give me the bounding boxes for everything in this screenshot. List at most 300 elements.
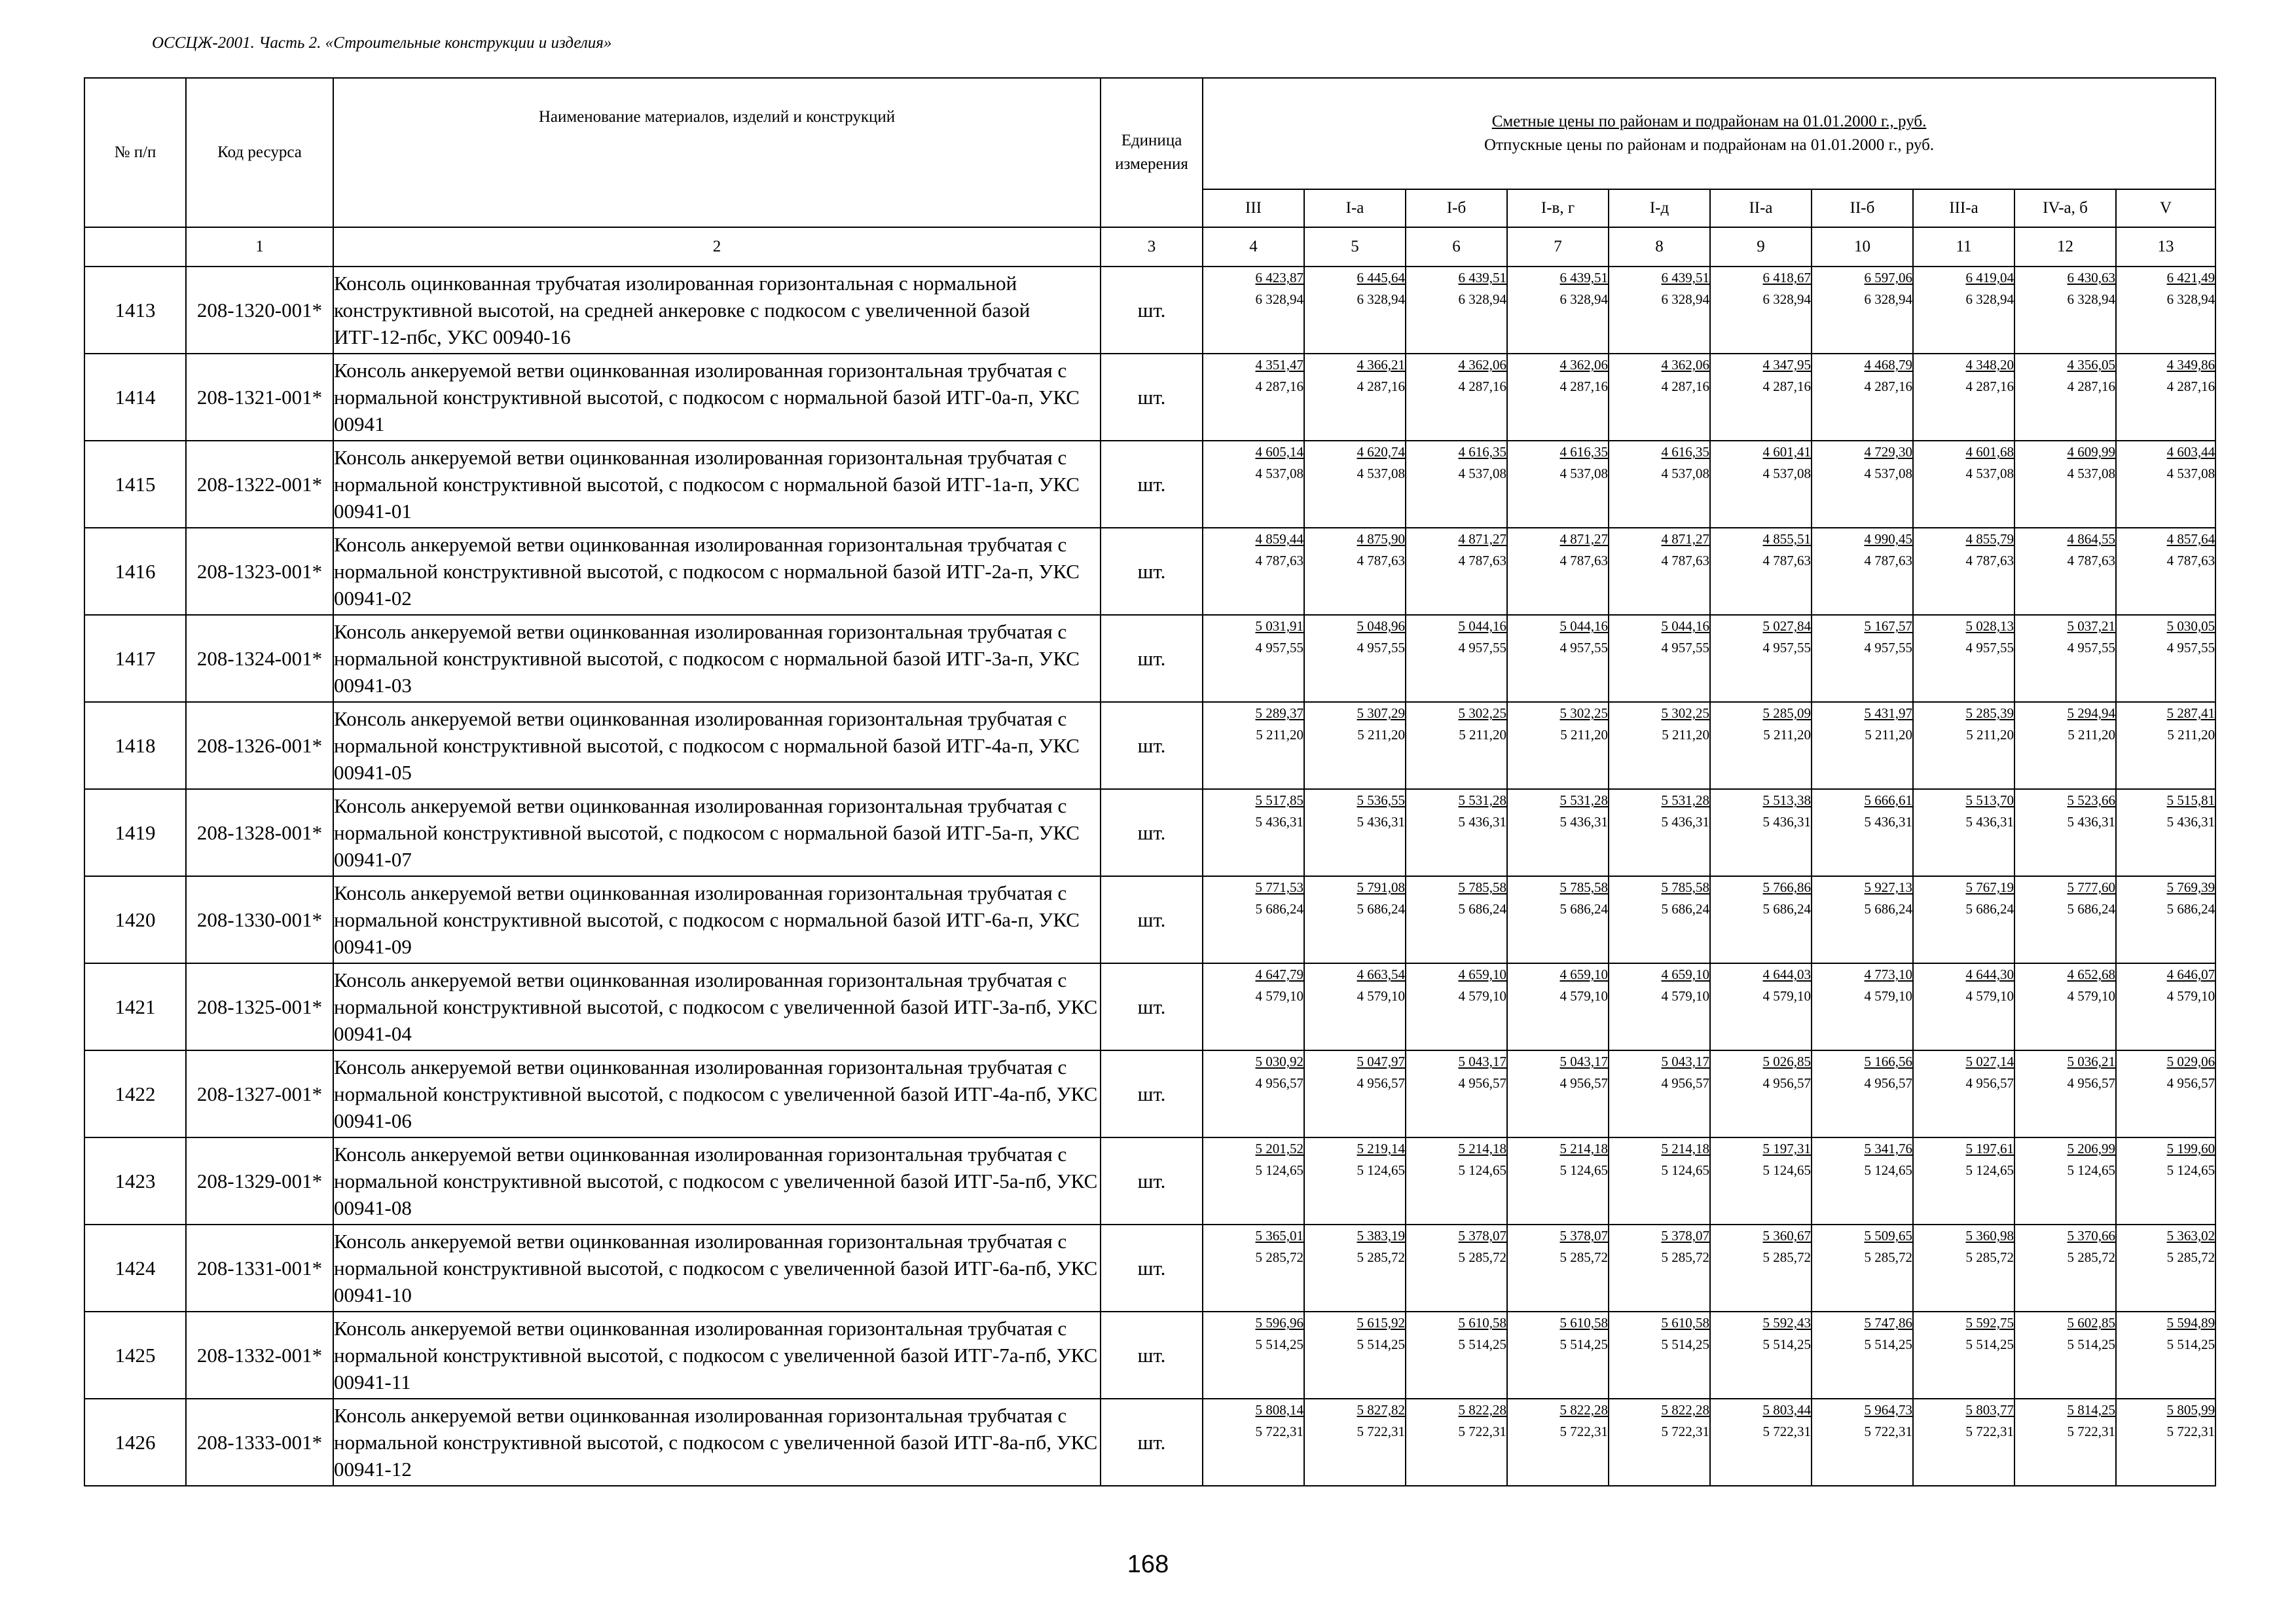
price-cell [1304, 1137, 1406, 1225]
release-price: 5 285,72 [1661, 1249, 1709, 1265]
column-number: 3 [1101, 227, 1203, 267]
row-number: 1416 [84, 528, 186, 615]
resource-code: 208-1330-001* [186, 876, 333, 963]
release-price: 5 285,72 [1255, 1249, 1303, 1265]
estimated-price: 5 026,85 [1762, 1054, 1811, 1069]
estimated-price: 5 285,39 [1965, 705, 2014, 721]
estimated-price: 4 603,44 [2166, 444, 2215, 460]
release-price: 4 956,57 [1965, 1075, 2014, 1091]
price-cell [1609, 1399, 1710, 1486]
release-price: 4 787,63 [1458, 553, 1506, 568]
price-cell [1609, 354, 1710, 441]
release-price: 5 722,31 [1357, 1424, 1405, 1439]
estimated-price: 5 927,13 [1864, 879, 1912, 895]
estimated-price: 5 370,66 [2067, 1228, 2115, 1244]
estimated-price: 4 663,54 [1357, 967, 1405, 982]
estimated-price: 5 513,70 [1965, 792, 2014, 808]
release-price: 5 686,24 [1357, 901, 1405, 917]
price-cell [1203, 528, 1304, 615]
material-name: Консоль анкеруемой ветви оцинкованная изолированная горизонтальная трубчатая с нормальной конструктивной высотой, с подкосом с увеличенной базой ИТГ-5а-пб, УКС 00941-08 [333, 1137, 1101, 1225]
price-table [84, 77, 2216, 1486]
estimated-price: 5 294,94 [2067, 705, 2115, 721]
column-number: 5 [1304, 227, 1406, 267]
resource-code: 208-1324-001* [186, 615, 333, 702]
unit-of-measure: шт. [1101, 267, 1203, 354]
release-price: 4 537,08 [1864, 466, 1912, 481]
estimated-price: 5 289,37 [1255, 705, 1303, 721]
release-price: 5 285,72 [1762, 1249, 1811, 1265]
estimated-price: 4 362,06 [1458, 357, 1506, 373]
price-cell [2116, 528, 2215, 615]
price-cell [2116, 789, 2215, 876]
price-cell [1710, 1312, 1812, 1399]
release-price: 4 956,57 [2067, 1075, 2115, 1091]
price-cell [1913, 1399, 2014, 1486]
release-price: 5 436,31 [1255, 814, 1303, 830]
release-price: 4 537,08 [1762, 466, 1811, 481]
price-cell [2014, 1399, 2116, 1486]
price-cell [1710, 441, 1812, 528]
release-price: 4 537,08 [1559, 466, 1608, 481]
release-price: 4 956,57 [1559, 1075, 1608, 1091]
price-cell [2014, 876, 2116, 963]
estimated-price: 4 356,05 [2067, 357, 2115, 373]
resource-code: 208-1321-001* [186, 354, 333, 441]
release-price: 4 956,57 [2166, 1075, 2215, 1091]
estimated-price: 4 729,30 [1864, 444, 1912, 460]
estimated-price: 5 602,85 [2067, 1315, 2115, 1331]
price-cell [1406, 702, 1507, 789]
estimated-price: 5 043,17 [1661, 1054, 1709, 1069]
price-cell [1507, 1399, 1609, 1486]
release-price: 6 328,94 [1965, 291, 2014, 307]
row-number: 1423 [84, 1137, 186, 1225]
release-price: 5 514,25 [1661, 1337, 1709, 1352]
release-price: 4 287,16 [1559, 378, 1608, 394]
price-cell [1913, 876, 2014, 963]
release-price: 5 124,65 [1762, 1162, 1811, 1178]
estimated-price: 6 597,06 [1864, 270, 1912, 286]
estimated-price: 5 365,01 [1255, 1228, 1303, 1244]
price-cell [1406, 1137, 1507, 1225]
estimated-price: 5 166,56 [1864, 1054, 1912, 1069]
header-prices [1203, 78, 2215, 189]
header-code: Код ресурса [186, 78, 333, 227]
price-cell [1203, 702, 1304, 789]
release-price: 4 956,57 [1762, 1075, 1811, 1091]
material-name: Консоль анкеруемой ветви оцинкованная изолированная горизонтальная трубчатая с нормальной конструктивной высотой, с подкосом с нормальной базой ИТГ-3а-п, УКС 00941-03 [333, 615, 1101, 702]
release-price: 5 124,65 [1965, 1162, 2014, 1178]
release-price: 5 285,72 [1458, 1249, 1506, 1265]
price-cell [1609, 789, 1710, 876]
price-cell [1406, 1050, 1507, 1137]
estimated-price: 5 531,28 [1661, 792, 1709, 808]
estimated-price: 4 609,99 [2067, 444, 2115, 460]
estimated-price: 6 439,51 [1661, 270, 1709, 286]
release-price: 4 579,10 [1965, 988, 2014, 1004]
estimated-price: 5 341,76 [1864, 1141, 1912, 1156]
estimated-price: 4 859,44 [1255, 531, 1303, 547]
release-price: 6 328,94 [2067, 291, 2115, 307]
release-price: 5 124,65 [1458, 1162, 1506, 1178]
release-price: 4 957,55 [1255, 640, 1303, 655]
price-cell [1710, 528, 1812, 615]
estimated-price: 5 206,99 [2067, 1141, 2115, 1156]
resource-code: 208-1329-001* [186, 1137, 333, 1225]
release-price: 5 436,31 [1864, 814, 1912, 830]
estimated-price: 5 594,89 [2166, 1315, 2215, 1331]
estimated-price: 5 036,21 [2067, 1054, 2115, 1069]
estimated-price: 4 616,35 [1661, 444, 1709, 460]
price-cell [1812, 876, 1913, 963]
price-cell [1406, 789, 1507, 876]
price-cell [1304, 702, 1406, 789]
release-price: 4 787,63 [1864, 553, 1912, 568]
price-cell [1913, 702, 2014, 789]
column-number: 4 [1203, 227, 1304, 267]
release-price: 4 579,10 [1559, 988, 1608, 1004]
release-price: 4 956,57 [1661, 1075, 1709, 1091]
price-cell [1812, 1137, 1913, 1225]
estimated-price: 5 378,07 [1559, 1228, 1608, 1244]
release-price: 4 287,16 [2067, 378, 2115, 394]
price-cell [1812, 1050, 1913, 1137]
column-number-row [84, 227, 2215, 267]
release-price: 5 211,20 [1459, 727, 1506, 743]
release-price: 5 285,72 [1864, 1249, 1912, 1265]
material-name: Консоль анкеруемой ветви оцинкованная изолированная горизонтальная трубчатая с нормальной конструктивной высотой, с подкосом с нормальной базой ИТГ-2а-п, УКС 00941-02 [333, 528, 1101, 615]
column-number-blank [84, 227, 186, 267]
release-price: 6 328,94 [1762, 291, 1811, 307]
table-row [84, 1050, 2215, 1137]
estimated-price: 4 349,86 [2166, 357, 2215, 373]
estimated-price: 6 423,87 [1255, 270, 1303, 286]
release-price: 4 787,63 [1661, 553, 1709, 568]
release-price: 5 514,25 [1458, 1337, 1506, 1352]
release-price: 5 124,65 [2067, 1162, 2115, 1178]
release-price: 4 537,08 [2067, 466, 2115, 481]
estimated-price: 5 044,16 [1661, 618, 1709, 634]
price-cell [1507, 267, 1609, 354]
price-cell [2014, 702, 2116, 789]
estimated-price: 4 855,79 [1965, 531, 2014, 547]
release-price: 5 722,31 [2166, 1424, 2215, 1439]
price-cell [1203, 876, 1304, 963]
price-cell [1507, 1312, 1609, 1399]
release-price: 4 579,10 [1458, 988, 1506, 1004]
price-cell [1304, 963, 1406, 1050]
estimated-price: 5 383,19 [1357, 1228, 1405, 1244]
material-name: Консоль оцинкованная трубчатая изолированная горизонтальная с нормальной конструктивной высотой, на средней анкеровке с подкосом с увеличенной базой ИТГ-12-пбс, УКС 00940-16 [333, 267, 1101, 354]
price-cell [2116, 441, 2215, 528]
price-cell [1203, 615, 1304, 702]
estimated-price: 6 419,04 [1965, 270, 2014, 286]
price-cell [1913, 1225, 2014, 1312]
price-cell [1507, 702, 1609, 789]
release-price: 4 579,10 [1661, 988, 1709, 1004]
release-price: 4 537,08 [2166, 466, 2215, 481]
resource-code: 208-1323-001* [186, 528, 333, 615]
column-number: 11 [1913, 227, 2014, 267]
release-price: 5 686,24 [1965, 901, 2014, 917]
region-header: I-б [1406, 189, 1507, 227]
estimated-price: 5 596,96 [1255, 1315, 1303, 1331]
price-cell [1203, 267, 1304, 354]
release-price: 5 436,31 [1965, 814, 2014, 830]
estimated-price: 5 043,17 [1458, 1054, 1506, 1069]
estimated-price: 4 855,51 [1762, 531, 1811, 547]
estimated-price: 5 777,60 [2067, 879, 2115, 895]
table-row [84, 267, 2215, 354]
estimated-price: 5 027,14 [1965, 1054, 2014, 1069]
header-estimated-prices: Сметные цены по районам и подрайонам на 01.01.2000 г., руб. [1491, 113, 1927, 130]
release-price: 4 537,08 [1965, 466, 2014, 481]
column-number: 1 [186, 227, 333, 267]
estimated-price: 5 028,13 [1965, 618, 2014, 634]
price-cell [1304, 789, 1406, 876]
price-cell [1609, 702, 1710, 789]
estimated-price: 6 418,67 [1762, 270, 1811, 286]
price-cell [1812, 615, 1913, 702]
price-cell [1406, 1399, 1507, 1486]
estimated-price: 5 666,61 [1864, 792, 1912, 808]
table-row [84, 789, 2215, 876]
price-cell [1710, 615, 1812, 702]
estimated-price: 4 652,68 [2067, 967, 2115, 982]
price-cell [1710, 963, 1812, 1050]
release-price: 5 211,20 [2068, 727, 2115, 743]
estimated-price: 5 509,65 [1864, 1228, 1912, 1244]
estimated-price: 6 430,63 [2067, 270, 2115, 286]
release-price: 6 328,94 [1458, 291, 1506, 307]
estimated-price: 4 605,14 [1255, 444, 1303, 460]
release-price: 4 537,08 [1661, 466, 1709, 481]
price-cell [1507, 1225, 1609, 1312]
column-number: 9 [1710, 227, 1812, 267]
estimated-price: 5 814,25 [2067, 1402, 2115, 1418]
release-price: 5 124,65 [1661, 1162, 1709, 1178]
release-price: 4 287,16 [1661, 378, 1709, 394]
estimated-price: 4 864,55 [2067, 531, 2115, 547]
release-price: 5 211,20 [1865, 727, 1912, 743]
estimated-price: 4 871,27 [1559, 531, 1608, 547]
page-number: 168 [1127, 1551, 1169, 1578]
price-cell [1304, 1050, 1406, 1137]
column-number: 8 [1609, 227, 1710, 267]
release-price: 5 211,20 [1662, 727, 1709, 743]
release-price: 5 436,31 [2067, 814, 2115, 830]
estimated-price: 5 214,18 [1559, 1141, 1608, 1156]
price-cell [1406, 354, 1507, 441]
price-cell [2014, 789, 2116, 876]
release-price: 5 686,24 [1559, 901, 1608, 917]
header-name: Наименование материалов, изделий и конструкций [333, 78, 1101, 227]
material-name: Консоль анкеруемой ветви оцинкованная изолированная горизонтальная трубчатая с нормальной конструктивной высотой, с подкосом с увеличенной базой ИТГ-4а-пб, УКС 00941-06 [333, 1050, 1101, 1137]
estimated-price: 4 620,74 [1357, 444, 1405, 460]
estimated-price: 5 536,55 [1357, 792, 1405, 808]
release-price: 5 211,20 [1966, 727, 2014, 743]
price-cell [1609, 963, 1710, 1050]
estimated-price: 5 030,05 [2166, 618, 2215, 634]
price-cell [1812, 267, 1913, 354]
unit-of-measure: шт. [1101, 702, 1203, 789]
price-cell [1304, 441, 1406, 528]
release-price: 5 722,31 [1559, 1424, 1608, 1439]
estimated-price: 5 044,16 [1559, 618, 1608, 634]
price-cell [2116, 267, 2215, 354]
release-price: 5 285,72 [1357, 1249, 1405, 1265]
release-price: 4 957,55 [2067, 640, 2115, 655]
estimated-price: 5 785,58 [1661, 879, 1709, 895]
column-number: 6 [1406, 227, 1507, 267]
release-price: 5 514,25 [1864, 1337, 1912, 1352]
resource-code: 208-1326-001* [186, 702, 333, 789]
material-name: Консоль анкеруемой ветви оцинкованная изолированная горизонтальная трубчатая с нормальной конструктивной высотой, с подкосом с нормальной базой ИТГ-0а-п, УКС 00941 [333, 354, 1101, 441]
release-price: 4 956,57 [1458, 1075, 1506, 1091]
estimated-price: 5 769,39 [2166, 879, 2215, 895]
release-price: 5 514,25 [2067, 1337, 2115, 1352]
estimated-price: 5 964,73 [1864, 1402, 1912, 1418]
price-cell [1812, 354, 1913, 441]
resource-code: 208-1328-001* [186, 789, 333, 876]
resource-code: 208-1325-001* [186, 963, 333, 1050]
estimated-price: 4 646,07 [2166, 967, 2215, 982]
price-cell [1203, 1225, 1304, 1312]
price-cell [1609, 528, 1710, 615]
estimated-price: 4 659,10 [1661, 967, 1709, 982]
price-cell [1304, 1225, 1406, 1312]
release-price: 5 514,25 [1559, 1337, 1608, 1352]
estimated-price: 5 791,08 [1357, 879, 1405, 895]
header-release-prices: Отпускные цены по районам и подрайонам на 01.01.2000 г., руб. [1484, 136, 1935, 154]
price-cell [1304, 615, 1406, 702]
estimated-price: 5 029,06 [2166, 1054, 2215, 1069]
release-price: 5 514,25 [1255, 1337, 1303, 1352]
release-price: 6 328,94 [1357, 291, 1405, 307]
release-price: 5 722,31 [1661, 1424, 1709, 1439]
estimated-price: 4 468,79 [1864, 357, 1912, 373]
price-cell [1812, 1399, 1913, 1486]
release-price: 6 328,94 [1864, 291, 1912, 307]
release-price: 5 686,24 [1255, 901, 1303, 917]
release-price: 5 285,72 [2166, 1249, 2215, 1265]
release-price: 5 124,65 [1864, 1162, 1912, 1178]
price-cell [1304, 1312, 1406, 1399]
price-cell [1913, 267, 2014, 354]
price-cell [1609, 1312, 1710, 1399]
release-price: 5 211,20 [1763, 727, 1811, 743]
price-cell [1609, 876, 1710, 963]
price-cell [1609, 1137, 1710, 1225]
release-price: 4 579,10 [1255, 988, 1303, 1004]
release-price: 5 686,24 [2067, 901, 2115, 917]
price-cell [1203, 354, 1304, 441]
resource-code: 208-1333-001* [186, 1399, 333, 1486]
price-cell [1913, 615, 2014, 702]
price-cell [1913, 441, 2014, 528]
unit-of-measure: шт. [1101, 1050, 1203, 1137]
estimated-price: 4 366,21 [1357, 357, 1405, 373]
estimated-price: 5 027,84 [1762, 618, 1811, 634]
column-number: 2 [333, 227, 1101, 267]
price-cell [1507, 963, 1609, 1050]
release-price: 4 579,10 [2166, 988, 2215, 1004]
table-row [84, 1225, 2215, 1312]
material-name: Консоль анкеруемой ветви оцинкованная изолированная горизонтальная трубчатая с нормальной конструктивной высотой, с подкосом с нормальной базой ИТГ-4а-п, УКС 00941-05 [333, 702, 1101, 789]
row-number: 1421 [84, 963, 186, 1050]
estimated-price: 5 197,61 [1965, 1141, 2014, 1156]
estimated-price: 5 747,86 [1864, 1315, 1912, 1331]
price-cell [1304, 528, 1406, 615]
estimated-price: 5 610,58 [1661, 1315, 1709, 1331]
price-cell [1812, 1312, 1913, 1399]
price-cell [2116, 876, 2215, 963]
unit-of-measure: шт. [1101, 615, 1203, 702]
price-cell [2014, 441, 2116, 528]
estimated-price: 5 766,86 [1762, 879, 1811, 895]
price-cell [1710, 702, 1812, 789]
price-cell [1406, 528, 1507, 615]
estimated-price: 5 048,96 [1357, 618, 1405, 634]
estimated-price: 4 348,20 [1965, 357, 2014, 373]
release-price: 4 957,55 [1357, 640, 1405, 655]
release-price: 4 787,63 [1255, 553, 1303, 568]
unit-of-measure: шт. [1101, 876, 1203, 963]
price-cell [2014, 528, 2116, 615]
release-price: 4 787,63 [1357, 553, 1405, 568]
release-price: 4 537,08 [1458, 466, 1506, 481]
price-cell [1507, 1050, 1609, 1137]
material-name: Консоль анкеруемой ветви оцинкованная изолированная горизонтальная трубчатая с нормальной конструктивной высотой, с подкосом с увеличенной базой ИТГ-3а-пб, УКС 00941-04 [333, 963, 1101, 1050]
price-cell [1203, 789, 1304, 876]
price-cell [1710, 1225, 1812, 1312]
release-price: 5 514,25 [1965, 1337, 2014, 1352]
unit-of-measure: шт. [1101, 441, 1203, 528]
release-price: 4 956,57 [1864, 1075, 1912, 1091]
price-cell [1710, 267, 1812, 354]
estimated-price: 5 592,43 [1762, 1315, 1811, 1331]
row-number: 1417 [84, 615, 186, 702]
price-cell [1406, 963, 1507, 1050]
estimated-price: 4 647,79 [1255, 967, 1303, 982]
header-row-1 [84, 78, 2215, 189]
material-name: Консоль анкеруемой ветви оцинкованная изолированная горизонтальная трубчатая с нормальной конструктивной высотой, с подкосом с нормальной базой ИТГ-6а-п, УКС 00941-09 [333, 876, 1101, 963]
estimated-price: 5 037,21 [2067, 618, 2115, 634]
region-header: I-д [1609, 189, 1710, 227]
price-cell [2116, 615, 2215, 702]
estimated-price: 5 808,14 [1255, 1402, 1303, 1418]
price-cell [1203, 1137, 1304, 1225]
row-number: 1424 [84, 1225, 186, 1312]
release-price: 4 957,55 [1762, 640, 1811, 655]
row-number: 1420 [84, 876, 186, 963]
release-price: 5 686,24 [1661, 901, 1709, 917]
material-name: Консоль анкеруемой ветви оцинкованная изолированная горизонтальная трубчатая с нормальной конструктивной высотой, с подкосом с нормальной базой ИТГ-5а-п, УКС 00941-07 [333, 789, 1101, 876]
price-cell [1203, 1312, 1304, 1399]
price-cell [1913, 1050, 2014, 1137]
price-cell [1507, 441, 1609, 528]
resource-code: 208-1331-001* [186, 1225, 333, 1312]
estimated-price: 5 822,28 [1458, 1402, 1506, 1418]
release-price: 5 211,20 [2167, 727, 2215, 743]
estimated-price: 5 287,41 [2166, 705, 2215, 721]
price-cell [1913, 354, 2014, 441]
row-number: 1419 [84, 789, 186, 876]
estimated-price: 5 302,25 [1559, 705, 1608, 721]
release-price: 4 957,55 [1458, 640, 1506, 655]
price-cell [1406, 1225, 1507, 1312]
price-cell [2116, 702, 2215, 789]
